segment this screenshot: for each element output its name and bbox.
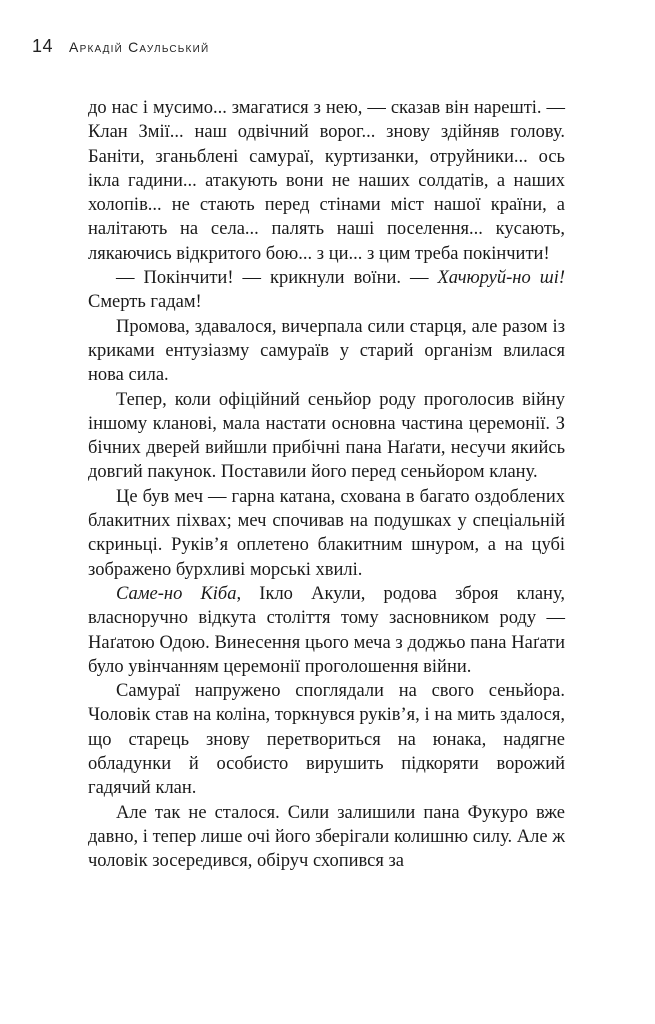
text-segment: , Ікло Акули, родова зброя клану, власноручно відкута століття тому засновником роду — Наґатою Одою. Винесення цього меча з доджьо пана Наґати було увінчанням церемонії проголошення війни. — [88, 583, 565, 677]
paragraph — [88, 582, 565, 679]
text-segment: до нас і мусимо... змагатися з нею, — сказав він нарешті. — Клан Змії... наш одвічний ворог... знову здійняв голову. Баніти, зганьблені самураї, куртизанки, отруйники... ось ікла гадини... атакують вони не наших солдатів, а наших холопів... не стають перед стінами міст нашої країни, а налітають на села... палять наші поселення... кусають, лякаючись відкритого бою... з ци... з цим треба покінчити! — [88, 98, 565, 264]
text-segment: Самураї напружено споглядали на свого сеньйора. Чоловік став на коліна, торкнувся руків’я, і на мить здалося, що старець знову перетвориться на юнака, надягне обладунки й особисто вирушить підкоряти ворожий гадячий клан. — [88, 681, 565, 799]
paragraph — [88, 485, 565, 582]
paragraph — [88, 801, 565, 874]
body-text — [88, 96, 565, 874]
running-head — [32, 36, 209, 62]
paragraph — [88, 679, 565, 800]
text-segment: Смерть гадам! — [88, 292, 202, 313]
paragraph — [88, 388, 565, 485]
paragraph — [88, 266, 565, 315]
running-head-author: Аркадій Саульський — [69, 39, 210, 55]
text-segment: — Покінчити! — крикнули воїни. — — [116, 268, 438, 289]
text-segment: Тепер, коли офіційний сеньйор роду проголосив війну іншому кланові, мала настати основна частина церемонії. З бічних дверей вийшли прибічні пана Наґати, несучи якийсь довгий пакунок. Поставили його перед сеньйором клану. — [88, 389, 565, 483]
italic-text: Хачюруй-но ші! — [437, 268, 565, 289]
italic-text: Саме-но Кіба — [116, 583, 237, 604]
paragraph — [88, 96, 565, 266]
page-number: 14 — [32, 36, 54, 56]
paragraph — [88, 315, 565, 388]
text-segment: Але так не сталося. Сили залишили пана Фукуро вже давно, і тепер лише очі його зберігали колишню силу. Але ж чоловік зосередився, обіруч схопився за — [88, 802, 565, 872]
text-segment: Промова, здавалося, вичерпала сили старця, але разом із криками ентузіазму самураїв у старий організм влилася нова сила. — [88, 316, 565, 386]
text-segment: Це був меч — гарна катана, схована в багато оздоблених блакитних піхвах; меч спочивав на подушках у спеціальній скриньці. Руків’я оплетено блакитним шнуром, а на цубі зображено бурхливі морські хвилі. — [88, 486, 565, 580]
